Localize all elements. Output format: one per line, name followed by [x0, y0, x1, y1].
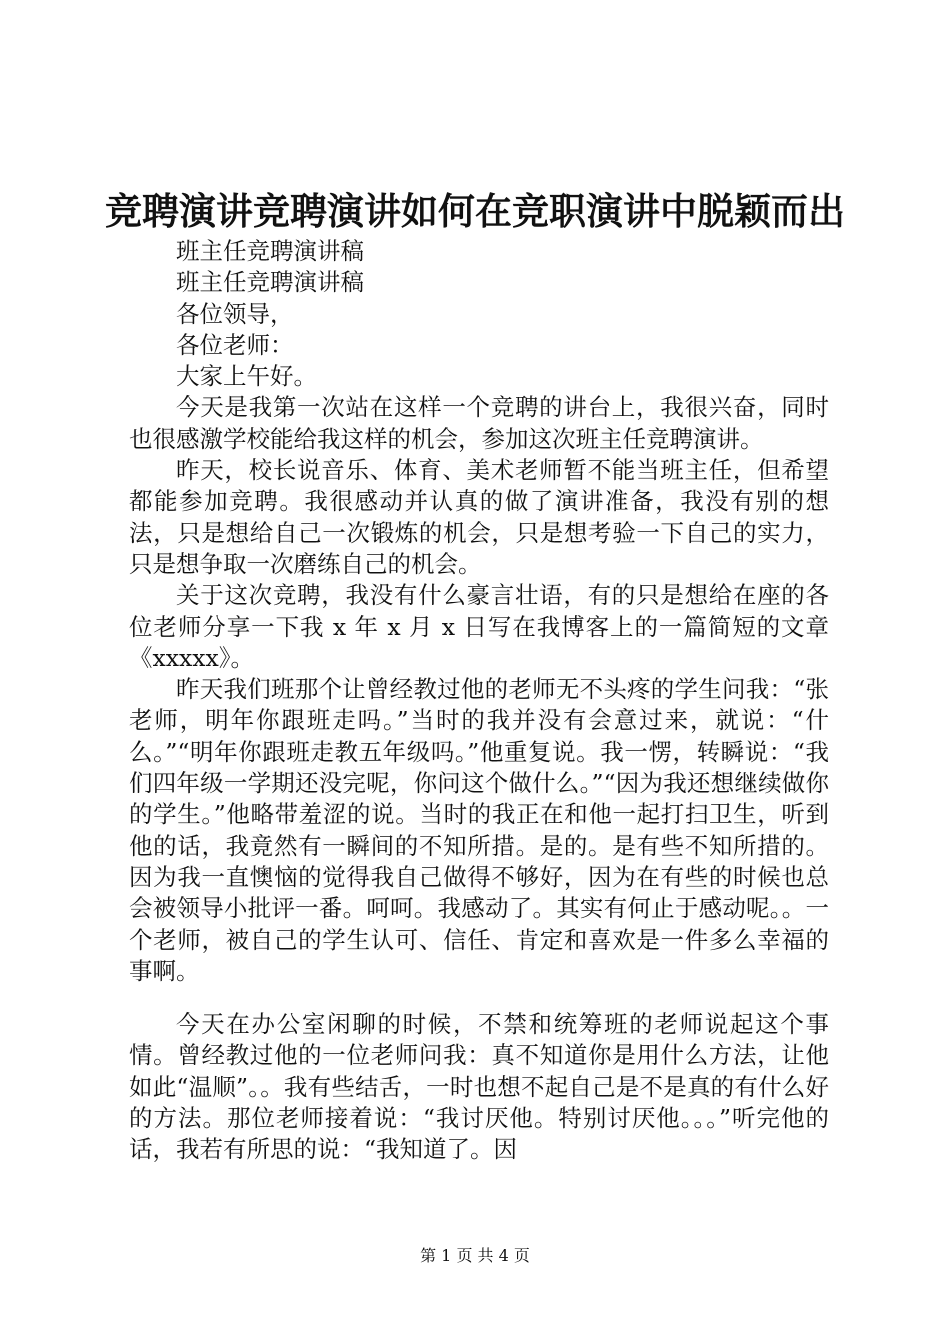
- paragraph-body: 昨天，校长说音乐、体育、美术老师暂不能当班主任，但希望都能参加竞聘。我很感动并认真的做了演讲准备，我没有别的想法，只是想给自己一次锻炼的机会，只是想考验一下自己的实力，只是想争取一次磨练自己的机会。: [129, 456, 829, 578]
- paragraph-salutation-leaders: 各位领导，: [176, 299, 294, 328]
- paragraph-body: 昨天我们班那个让曾经教过他的老师无不头疼的学生问我：“张老师，明年你跟班走吗。”当时的我并没有会意过来，就说：“什么。”“明年你跟班走教五年级吗。”他重复说。我一愣，转瞬说：“我们四年级一学期还没完呢，你问这个做什么。”“因为我还想继续做你的学生。”他略带羞涩的说。当时的我正在和他一起打扫卫生，听到他的话，我竟然有一瞬间的不知所措。是的。是有些不知所措的。因为我一直懊恼的觉得我自己做得不够好，因为在有些的时候也总会被领导小批评一番。呵呵。我感动了。其实有何止于感动呢。。一个老师，被自己的学生认可、信任、肯定和喜欢是一件多么幸福的事啊。: [129, 675, 829, 985]
- paragraph-heading-1: 班主任竞聘演讲稿: [176, 237, 364, 265]
- paragraph-heading-2: 班主任竞聘演讲稿: [176, 268, 364, 297]
- paragraph-salutation-teachers: 各位老师：: [176, 330, 294, 359]
- paragraph-body: 关于这次竞聘，我没有什么豪言壮语，有的只是想给在座的各位老师分享一下我 x 年 x 月 x 日写在我博客上的一篇简短的文章《xxxxx》。: [129, 581, 829, 672]
- document-body: [129, 236, 829, 1166]
- page-footer: 第 1 页 共 4 页: [420, 1246, 530, 1265]
- document-title: 竞聘演讲竞聘演讲如何在竞职演讲中脱颖而出: [105, 189, 845, 233]
- paragraph-body: 今天是我第一次站在这样一个竞聘的讲台上，我很兴奋，同时也很感激学校能给我这样的机会，参加这次班主任竞聘演讲。: [129, 393, 829, 453]
- paragraph-greeting: 大家上午好。: [176, 362, 317, 391]
- paragraph-body: 今天在办公室闲聊的时候，不禁和统筹班的老师说起这个事情。曾经教过他的一位老师问我：真不知道你是用什么方法，让他如此“温顺”。。我有些结舌，一时也想不起自己是不是真的有什么好的方法。那位老师接着说：“我讨厌他。特别讨厌他。。。”听完他的话，我若有所思的说：“我知道了。因: [129, 1010, 829, 1164]
